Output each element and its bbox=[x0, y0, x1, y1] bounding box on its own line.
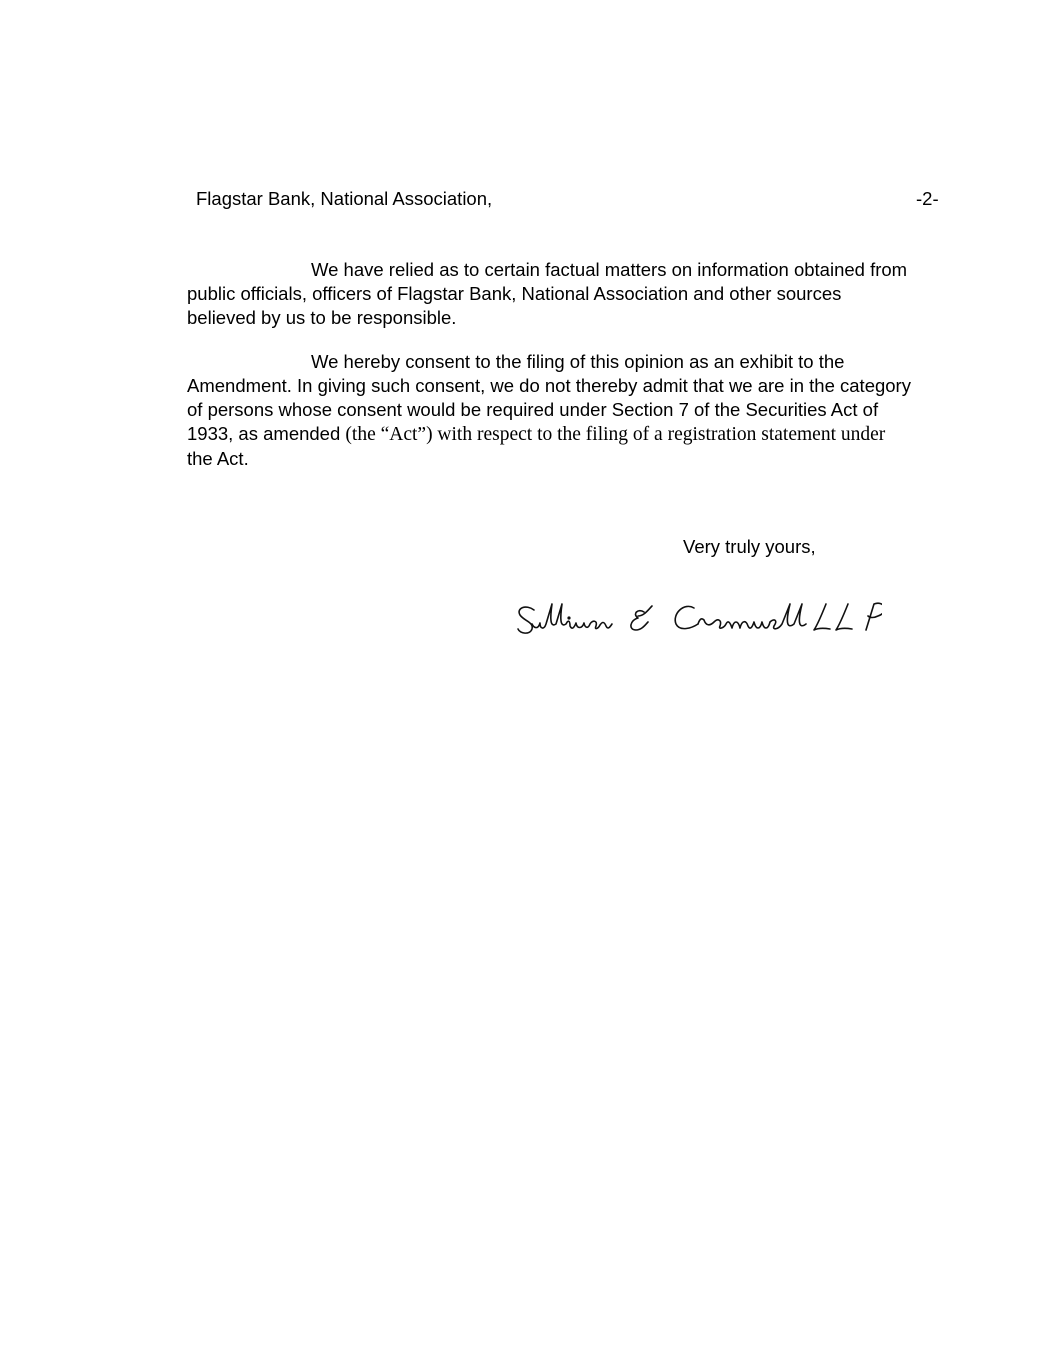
paragraph-reliance bbox=[187, 258, 935, 330]
running-header-recipient: Flagstar Bank, National Association, bbox=[196, 188, 493, 209]
paragraph-line: Amendment. In giving such consent, we do not thereby admit that we are in the category bbox=[187, 375, 911, 396]
paragraph-line: believed by us to be responsible. bbox=[187, 307, 457, 328]
paragraph-line-part: 1933, as amended bbox=[187, 423, 346, 444]
paragraph-line: We have relied as to certain factual matters on information obtained from bbox=[311, 259, 908, 280]
paragraph-consent bbox=[187, 350, 935, 471]
paragraph-line: the Act. bbox=[187, 448, 249, 469]
page-number: -2- bbox=[916, 188, 939, 209]
paragraph-line-part: (the “Act”) with respect to the filing of a registration statement under bbox=[345, 424, 886, 445]
paragraph-line: We hereby consent to the filing of this opinion as an exhibit to the bbox=[311, 351, 845, 372]
signature-image bbox=[512, 596, 882, 646]
paragraph-line: public officials, officers of Flagstar Bank, National Association and other sources bbox=[187, 283, 842, 304]
paragraph-line bbox=[187, 422, 935, 447]
valediction: Very truly yours, bbox=[683, 536, 816, 557]
paragraph-line: of persons whose consent would be required under Section 7 of the Securities Act of bbox=[187, 399, 879, 420]
